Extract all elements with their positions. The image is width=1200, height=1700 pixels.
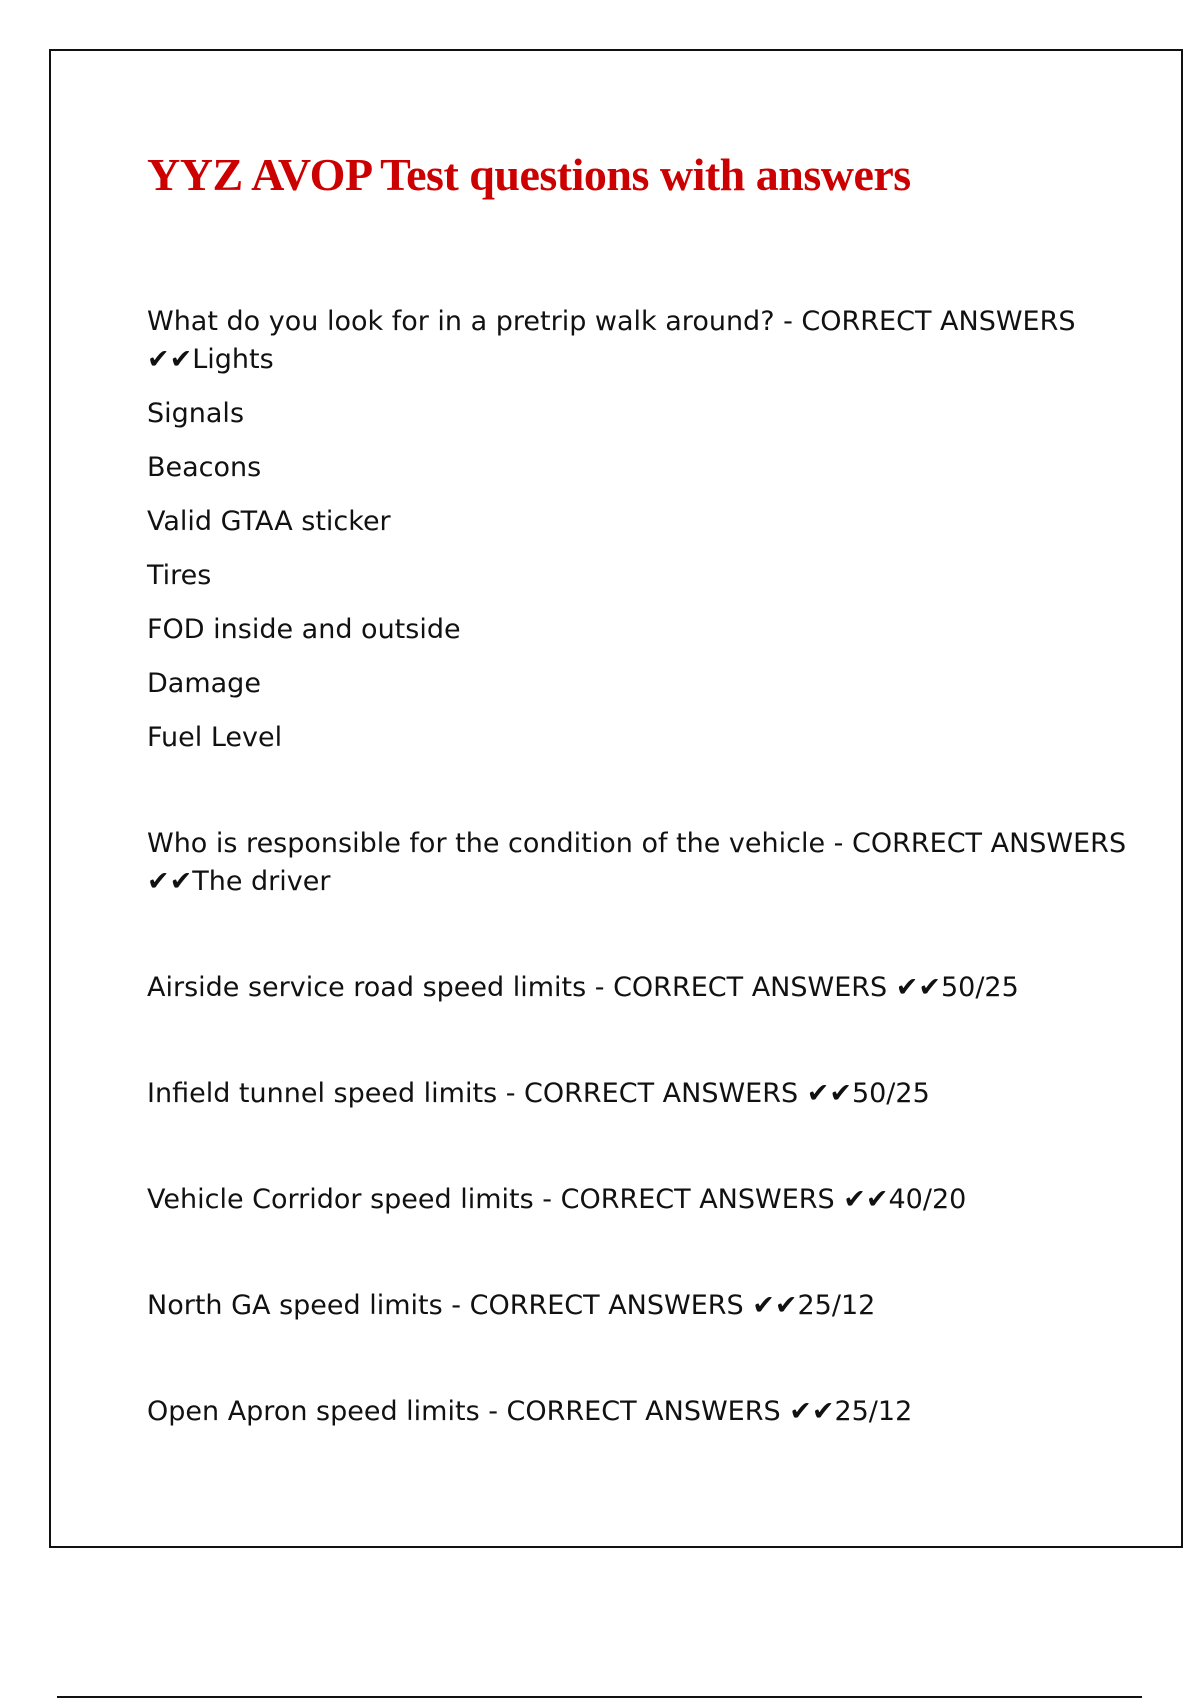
question-text: Infield tunnel speed limits - CORRECT ANSWERS ✔✔50/25: [147, 1078, 930, 1109]
answer-item: FOD inside and outside: [147, 614, 461, 645]
document-title: YYZ AVOP Test questions with answers: [147, 149, 911, 200]
question-text: Vehicle Corridor speed limits - CORRECT ANSWERS ✔✔40/20: [147, 1184, 967, 1215]
answer-item: Fuel Level: [147, 722, 283, 753]
spacer: [147, 1007, 1147, 1075]
question-text: North GA speed limits - CORRECT ANSWERS ✔✔25/12: [147, 1290, 876, 1321]
qa-content: [147, 303, 1147, 1431]
answer-item: Tires: [147, 560, 212, 591]
page-frame: [49, 49, 1183, 1548]
answer-list: [147, 395, 1147, 757]
spacer: [147, 901, 1147, 969]
answer-item: Signals: [147, 398, 245, 429]
qa-item: [147, 303, 1147, 757]
question-text: Airside service road speed limits - CORRECT ANSWERS ✔✔50/25: [147, 972, 1019, 1003]
question-text: What do you look for in a pretrip walk around? - CORRECT ANSWERS ✔✔Lights: [147, 306, 1076, 375]
spacer: [147, 757, 1147, 825]
spacer: [147, 1113, 1147, 1181]
spacer: [147, 1325, 1147, 1393]
question-text: Open Apron speed limits - CORRECT ANSWERS ✔✔25/12: [147, 1396, 913, 1427]
answer-item: Damage: [147, 668, 261, 699]
bottom-divider: [57, 1696, 1142, 1698]
answer-item: Valid GTAA sticker: [147, 506, 391, 537]
spacer: [147, 1219, 1147, 1287]
question-text: Who is responsible for the condition of the vehicle - CORRECT ANSWERS ✔✔The driver: [147, 828, 1127, 897]
answer-item: Beacons: [147, 452, 262, 483]
